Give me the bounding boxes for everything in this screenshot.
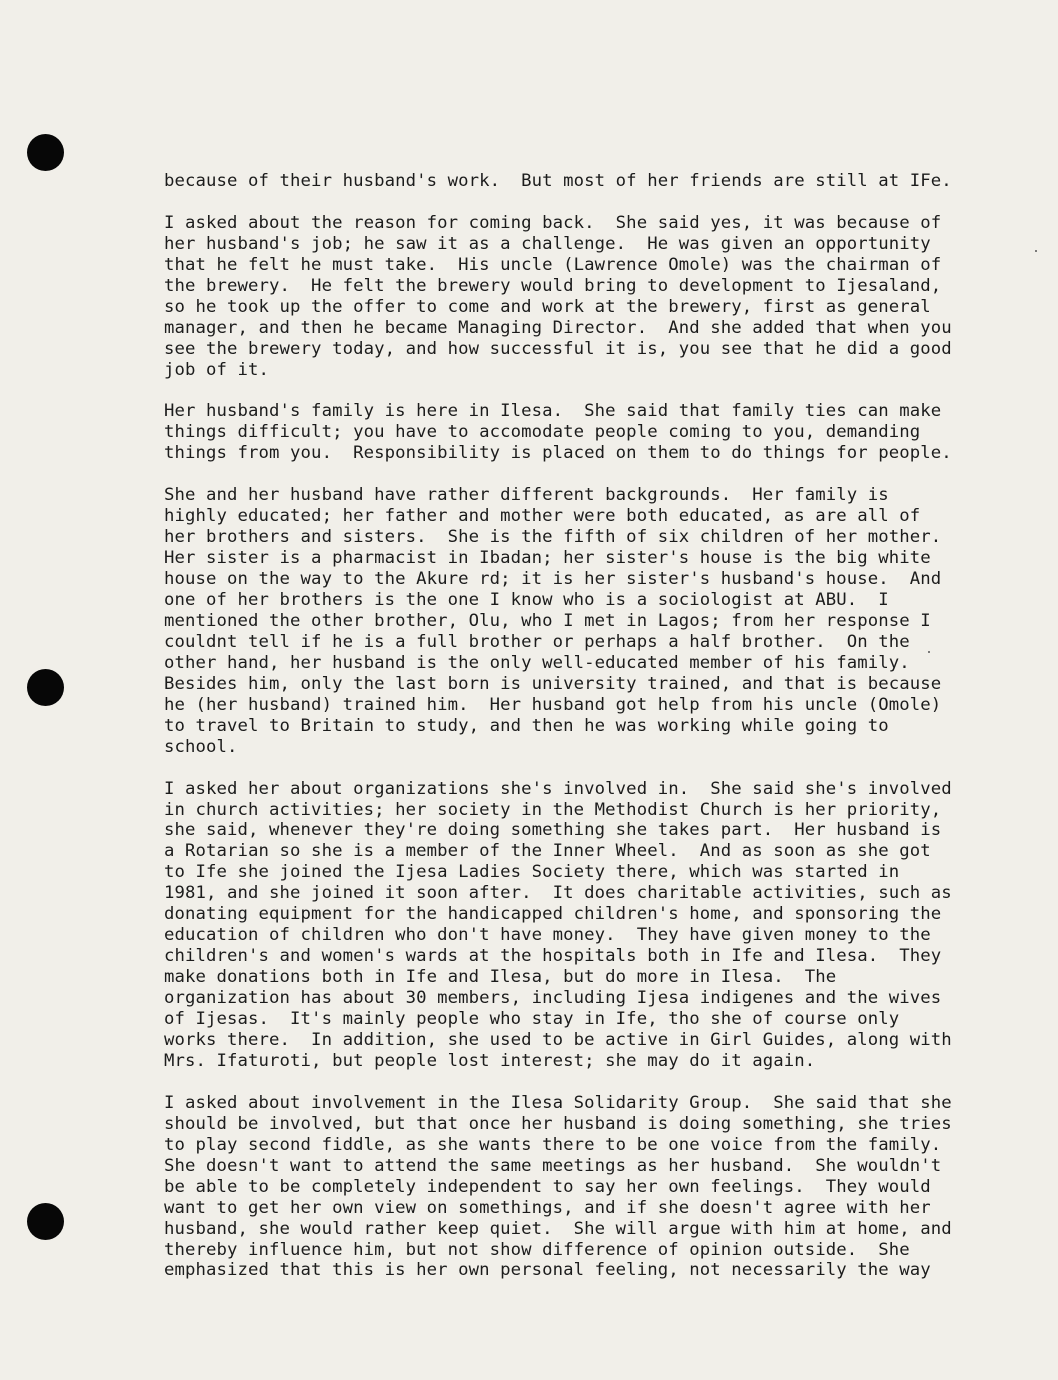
document-body	[164, 171, 994, 1302]
text-line: She doesn't want to attend the same meetings as her husband. She wouldn't	[164, 1155, 942, 1176]
text-line: because of their husband's work. But most of her friends are still at IFe.	[164, 171, 952, 191]
text-line: her brothers and sisters. She is the fifth of six children of her mother.	[164, 527, 942, 548]
text-line: be able to be completely independent to say her own feelings. They would	[164, 1176, 931, 1197]
text-line: children's and women's wards at the hospitals both in Ife and Ilesa. They	[164, 946, 942, 967]
text-line: Her sister is a pharmacist in Ibadan; her sister's house is the big white	[164, 548, 931, 569]
text-line: of Ijesas. It's mainly people who stay in Ife, tho she of course only	[164, 1009, 900, 1030]
text-line: job of it.	[164, 359, 270, 380]
text-line: husband, she would rather keep quiet. She will argue with him at home, and	[164, 1218, 952, 1239]
text-line: so he took up the offer to come and work at the brewery, first as general	[164, 296, 931, 317]
text-line: I asked about involvement in the Ilesa Solidarity Group. She said that she	[164, 1092, 952, 1113]
punch-hole-middle	[27, 669, 64, 706]
text-line: education of children who don't have money. They have given money to the	[164, 925, 931, 946]
paragraph-4	[164, 485, 994, 757]
text-line: to play second fiddle, as she wants there to be one voice from the family.	[164, 1134, 942, 1155]
text-line: that he felt he must take. His uncle (Lawrence Omole) was the chairman of	[164, 254, 942, 275]
text-line: should be involved, but that once her husband is doing something, she tries	[164, 1113, 952, 1134]
paragraph-1	[164, 171, 994, 192]
punch-hole-bottom	[27, 1203, 64, 1240]
text-line: manager, and then he became Managing Director. And she added that when you	[164, 317, 952, 338]
paragraph-3	[164, 401, 994, 464]
text-line: to Ife she joined the Ijesa Ladies Society there, which was started in	[164, 862, 900, 883]
text-line: 1981, and she joined it soon after. It does charitable activities, such as	[164, 883, 952, 904]
text-line: I asked about the reason for coming back. She said yes, it was because of	[164, 212, 942, 233]
paragraph-6	[164, 1093, 994, 1282]
text-line: other hand, her husband is the only well-educated member of his family.	[164, 652, 910, 673]
text-line: Mrs. Ifaturoti, but people lost interest; she may do it again.	[164, 1050, 816, 1071]
text-line: works there. In addition, she used to be active in Girl Guides, along with	[164, 1030, 952, 1051]
paragraph-2	[164, 213, 994, 381]
punch-hole-top	[27, 134, 64, 171]
paper-speck	[1035, 250, 1037, 252]
text-line: see the brewery today, and how successful it is, you see that he did a good	[164, 338, 952, 359]
text-line: make donations both in Ife and Ilesa, but do more in Ilesa. The	[164, 967, 837, 988]
text-line: mentioned the other brother, Olu, who I met in Lagos; from her response I	[164, 610, 931, 631]
text-line: her husband's job; he saw it as a challenge. He was given an opportunity	[164, 233, 931, 254]
text-line: donating equipment for the handicapped children's home, and sponsoring the	[164, 904, 942, 925]
text-line: a Rotarian so she is a member of the Inner Wheel. And as soon as she got	[164, 841, 931, 862]
text-line: Besides him, only the last born is university trained, and that is because	[164, 673, 942, 694]
text-line: things from you. Responsibility is placed on them to do things for people.	[164, 443, 952, 464]
text-line: things difficult; you have to accomodate people coming to you, demanding	[164, 422, 921, 443]
text-line: in church activities; her society in the Methodist Church is her priority,	[164, 799, 942, 820]
text-line: organization has about 30 members, including Ijesa indigenes and the wives	[164, 988, 942, 1009]
text-line: She and her husband have rather different backgrounds. Her family is	[164, 485, 889, 506]
text-line: thereby influence him, but not show difference of opinion outside. She	[164, 1239, 910, 1260]
text-line: to travel to Britain to study, and then he was working while going to	[164, 715, 889, 736]
text-line: emphasized that this is her own personal feeling, not necessarily the way	[164, 1260, 931, 1281]
text-line: the brewery. He felt the brewery would bring to development to Ijesaland,	[164, 275, 942, 296]
text-line: she said, whenever they're doing something she takes part. Her husband is	[164, 820, 942, 841]
text-line: school.	[164, 736, 238, 757]
text-line: want to get her own view on somethings, and if she doesn't agree with her	[164, 1197, 931, 1218]
text-line: Her husband's family is here in Ilesa. She said that family ties can make	[164, 401, 942, 422]
text-line: he (her husband) trained him. Her husband got help from his uncle (Omole)	[164, 694, 942, 715]
text-line: house on the way to the Akure rd; it is her sister's husband's house. And	[164, 569, 942, 590]
text-line: I asked her about organizations she's involved in. She said she's involved	[164, 778, 952, 799]
text-line: couldnt tell if he is a full brother or perhaps a half brother. On the	[164, 631, 910, 652]
paragraph-5	[164, 779, 994, 1072]
text-line: highly educated; her father and mother were both educated, as are all of	[164, 506, 921, 527]
text-line: one of her brothers is the one I know who is a sociologist at ABU. I	[164, 590, 889, 611]
